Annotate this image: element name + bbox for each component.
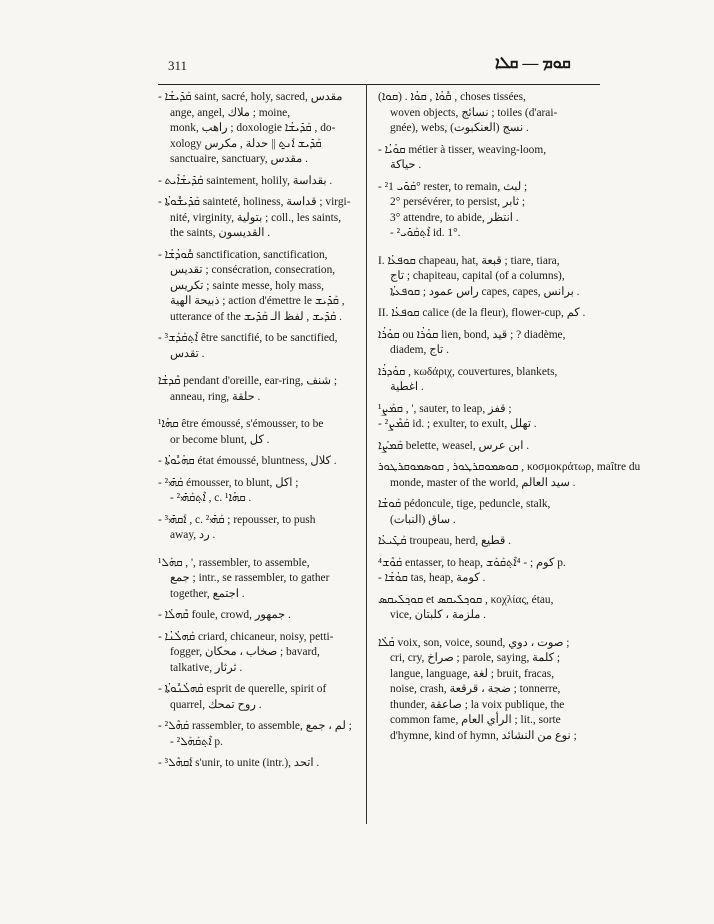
entry-line: ¹ܩܡܰܨ , ', sauter, to leap, قفز ; [378,402,512,415]
dictionary-entry [158,513,358,544]
entry-line: gnée), webs, نسج (العنكبوت) . [390,122,529,134]
dictionary-entry [158,248,358,326]
entry-line: monde, master of the world, سيد العالم . [390,476,576,489]
entry-line: - ²ܩܰܗܶܠ rassembler, to assemble, لم ، جمع ; [158,720,352,732]
dictionary-entry [158,454,358,470]
entry-line: - ܩܰܕܺܝܫܽܘܬܳܐ sainteté, holiness, قداسة ; virgi- [158,196,351,208]
dictionary-entry [378,90,600,137]
dictionary-entry [158,756,358,772]
entry-line: ܩܘܳܕܪܳܐ , κωδάριχ, couvertures, blankets, [378,365,558,378]
entry-line: تاج ; chapiteau, capital (of a columns), [390,270,565,282]
dictionary-entry [378,593,600,624]
dictionary-entry [158,630,358,677]
entry-line: تكريس ; sainte messe, holy mass, [170,279,324,292]
entry-line: - ܩܰܕܺܝܫܳܐ saint, sacré, holy, sacred, مقدس [158,91,343,103]
entry-line: - ²ܩܰܡܶܨ id. ; exulter, to exult, تهلل . [378,418,537,430]
dictionary-entry [158,608,358,624]
right-column [378,90,641,750]
entry-line: ange, angel, ملاك ; moine, [170,106,291,119]
dictionary-entry [158,719,358,750]
dictionary-entry [378,636,600,745]
dictionary-entry [378,180,600,242]
dictionary-entry [158,331,358,362]
entry-line: - ³ܐܰܩܗܶܠ s'unir, to unite (intr.), اتحد . [158,757,320,769]
entry-line: ¹ܩܗܳܐ être émoussé, s'émousser, to be [158,418,324,430]
dictionary-entry [158,374,358,405]
entry-line: ¹ܩܗܰܠ , ', rassembler, to assemble, [158,556,310,569]
dictionary-entry [378,306,600,322]
entry-line: langue, language, لغة ; bruit, fracas, [390,667,555,680]
entry-line: woven objects, نسائج ; toiles (d'arai- [390,106,558,119]
entry-line: - ܩܗܳܝܽܘܬܳܐ état émoussé, bluntness, كلال . [158,455,337,467]
column-divider [366,84,367,824]
entry-line: sanctuaire, sanctuary, مقدس . [170,153,308,165]
entry-line: - ²ܩܰܗܺܝ émousser, to blunt, اكل ; [158,476,299,489]
entry-line: ܩܘܳܪܳܐ ou ܩܘܳܪܳܐ lien, bond, قيد ; ? diadème, [378,328,566,341]
entry-line: away, رد . [170,529,216,541]
dictionary-entry [158,417,358,448]
entry-line: or become blunt, كل . [170,433,270,446]
entry-line: talkative, ثرثار . [170,661,243,674]
dictionary-entry [378,439,600,455]
entry-line: the saints, القديسون . [170,227,271,239]
entry-line: - ²ܐܶܬ݂ܩܰܘܺܝ id. 1°. [390,227,461,239]
entry-line: - ܩܶܗܠܳܐ foule, crowd, جمهور . [158,609,291,621]
entry-line: diadem, تاج . [390,344,449,356]
dictionary-entry [378,460,641,491]
entry-line: - ²ܩܰܘܺܝ 1° rester, to remain, لبث ; [378,180,528,193]
entry-line: - ܩܰܕܺܝܫܳܐܺܝܬ saintement, holily, بقداسة . [158,174,333,187]
entry-line: تقديس ; consécration, consecration, [170,264,336,276]
left-column [158,90,358,778]
running-head: ܩܘܡ — ܩܠܐ [495,55,571,72]
entry-line: حياكة . [390,159,422,171]
entry-line: - ܩܘܳܝܳܐ métier à tisser, weaving-loom, [378,143,547,156]
entry-line: - ܩܘܳܫܳܐ tas, heap, كومة . [378,572,486,584]
entry-line: - ܩܰܗܠܳܢܳܐ criard, chicaneur, noisy, petti- [158,630,334,643]
entry-line: ܩܘܟ݂ܠܺܝܩܣ et ܩܘܟ݂ܠܺܝܩܣ , κοχλίας, étau, [378,593,554,606]
entry-line: anneau, ring, حلقة . [170,390,261,403]
dictionary-entry [378,143,600,174]
entry-line: thunder, صاعقة ; la voix publique, the [390,698,565,711]
entry-line: راس عمود ; ܩܘܦܥܬܳܐ capes, capes, برانس . [390,285,580,298]
entry-line: noise, crash, ضجة ، قرقعة ; tonnerre, [390,683,561,695]
entry-line: ذبيحة الهية ; action d'émettre le ܩܰܕܺܝܫ , [170,295,345,307]
entry-line: together, اجتمع . [170,587,245,600]
entry-line: monk, راهب ; doxologie ܩܰܕܺܝܫܳܐ , do- [170,122,336,134]
header-rule [158,84,600,85]
entry-line: جمع ; intr., se rassembler, to gather [170,572,330,584]
entry-line: ܩܶܕܫܳܐ pendant d'oreille, ear-ring, شنف ; [158,375,337,387]
entry-line: - ²ܐܶܬ݂ܩܰܗܰܠ p. [170,735,223,748]
entry-line: xology ܩܰܕܺܝܫ ܐܰܢ̱ܬ || حدلة , مكرس [170,137,322,150]
dictionary-entry [378,254,600,301]
entry-line: - ²ܐܶܬ݂ܩܰܗܺܝ , c. ¹ܩܗܳܐ . [170,492,252,504]
entry-line: - ³ܐܶܬ݂ܩܰܕܰܫ être sanctifié, to be sanctified, [158,332,338,344]
dictionary-entry [378,556,600,587]
entry-line: (ܩܘܐ) . ܩܽܘܳܐ , ܩܘܳܐ , choses tissées, [378,91,526,103]
entry-line: - ³ܐܰܩܗܺܝ , c. ²ܩܰܗܺܝ ; repousser, to push [158,513,316,526]
entry-line: common fame, الرأي العام ; lit., sorte [390,714,561,726]
entry-line: ܩܘܣܡܘܩܪܛܘܪ , ܩܘܣܡܘܩܪܛܘܪ , κοσμοκράτωρ, maître du [378,461,641,473]
dictionary-entry [378,328,600,359]
dictionary-entry [158,195,358,242]
entry-line: fogger, صخاب ، محكان ; bavard, [170,646,320,658]
entry-line: ساق (النبات) . [390,513,456,526]
entry-line: 2° persévérer, to persist, ثابر ; [390,196,526,208]
entry-line: 3° attendre, to abide, انتظر . [390,211,519,224]
entry-line: nité, virginity, بتولية ; coll., les saints, [170,211,342,224]
dictionary-entry [158,682,358,713]
entry-line: I. ܩܘܦܥܳܐ chapeau, hat, قبعة ; tiare, tiara, [378,254,560,267]
entry-line: d'hymne, kind of hymn, نوع من النشائد ; [390,729,577,742]
dictionary-entry [378,365,600,396]
entry-line: ܩܰܛܺܝܥܳܐ troupeau, herd, قطيع . [378,535,511,547]
page-number: 311 [168,58,188,73]
entry-line: ܩܳܠܳܐ voix, son, voice, sound, صوت ، دوي ; [378,636,570,649]
entry-line: - ܩܽܘܕܳܫܳܐ sanctification, sanctification, [158,248,328,261]
entry-line: - ܩܰܗܠܳܢܽܘܬܳܐ esprit de querelle, spirit of [158,683,327,695]
entry-line: II. ܩܘܦܥܳܐ calice (de la fleur), flower-cup, كم . [378,307,586,319]
dictionary-entry [158,174,358,190]
entry-line: اغطية . [390,381,424,393]
dictionary-entry [378,534,600,550]
entry-line: utterance of the ܩܰܕܺܝܫ , لفظ الـ ܩܰܕܺܝܫ . [170,310,342,323]
entry-line: تقدس . [170,347,205,360]
dictionary-entry [158,476,358,507]
dictionary-entry [158,556,358,603]
dictionary-entry [378,402,600,433]
entry-line: quarrel, روح تمحك . [170,698,262,711]
entry-line: ⁴ܩܰܘܶܫ entasser, to heap, كوم ; - ⁴ܐܶܬ݂ܩܰܘܰܫ p. [378,556,566,569]
entry-line: ܩܰܡܨܳܐ belette, weasel, ابن عرس . [378,439,530,452]
entry-line: cri, cry, صراخ ; parole, saying, كلمة ; [390,652,561,664]
dictionary-entry [378,497,600,528]
dictionary-entry [158,90,358,168]
entry-line: ܩܰܘܫܳܐ pédoncule, tige, peduncle, stalk, [378,498,551,510]
entry-line: vice, ملزمة ، كلبتان . [390,609,487,621]
